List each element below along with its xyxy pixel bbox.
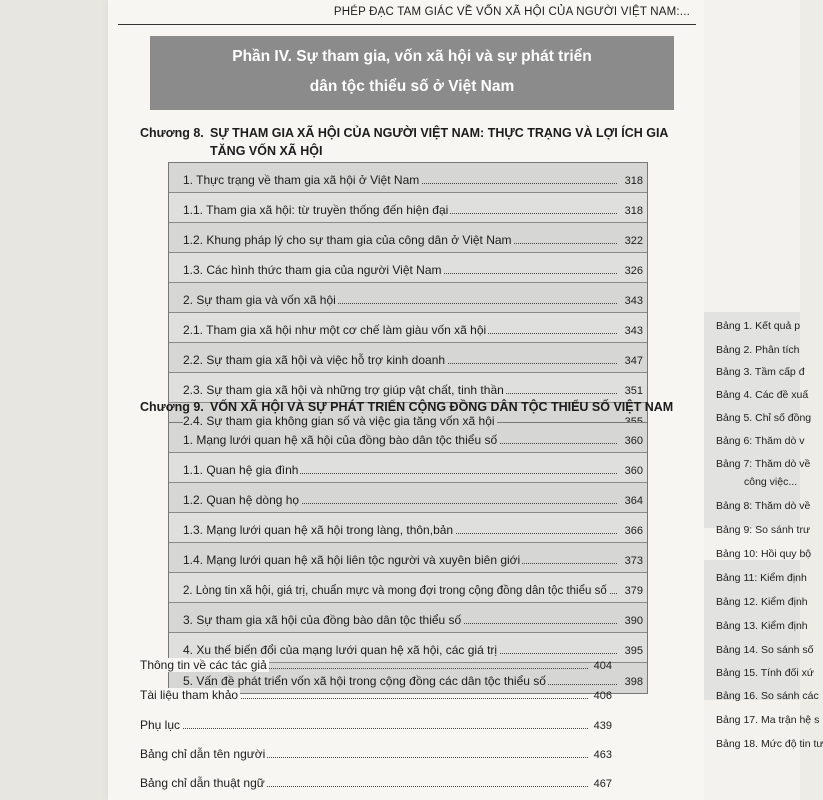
toc-entry[interactable]: 1.1. Quan hệ gia đình 360 (169, 453, 647, 483)
table-list-item: Bảng 11: Kiểm định (716, 572, 807, 584)
table-list-item: Bảng 10: Hồi quy bộ (716, 548, 812, 560)
table-list-item: Bảng 4. Các đề xuấ (716, 389, 809, 401)
table-list-item: Bảng 13. Kiểm định (716, 620, 808, 632)
chapter-title: SỰ THAM GIA XÃ HỘI CỦA NGƯỜI VIỆT NAM: THỰC TRẠNG VÀ LỢI ÍCH GIA TĂNG VỐN XÃ HỘI (210, 126, 668, 158)
table-list-item: Bảng 17. Ma trận hệ s (716, 714, 820, 726)
toc-entry[interactable]: 1.2. Khung pháp lý cho sự tham gia của công dân ở Việt Nam 322 (169, 223, 647, 253)
toc-entry[interactable]: 2. Lòng tin xã hội, giá trị, chuẩn mực và mong đợi trong cộng đồng dân tộc thiểu số 379 (169, 573, 647, 603)
header-rule (118, 24, 696, 25)
table-list-item: Bảng 16. So sánh các (716, 690, 819, 702)
toc-entry[interactable]: 1.1. Tham gia xã hội: từ truyền thống đến hiện đại 318 (169, 193, 647, 223)
toc-entry[interactable]: 2.3. Sự tham gia xã hội và những trợ giúp vật chất, tinh thần 351 (169, 373, 647, 403)
part-banner (150, 36, 674, 110)
table-list-item: Bảng 9: So sánh trư (716, 524, 811, 536)
toc-entry[interactable]: 5. Vấn đề phát triển vốn xã hội trong cộng đồng các dân tộc thiểu số 398 (169, 663, 647, 693)
table-list-item: Bảng 7: Thăm dò về (716, 458, 811, 470)
toc-page (108, 0, 704, 800)
running-header: PHÉP ĐẠC TAM GIÁC VỀ VỐN XÃ HỘI CỦA NGƯỜI VIỆT NAM:... (333, 6, 690, 18)
toc-entry[interactable]: 2.1. Tham gia xã hội như một cơ chế làm giàu vốn xã hội 343 (169, 313, 647, 343)
toc-entry[interactable]: 2.4. Sự tham gia không gian số và việc gia tăng vốn xã hội (169, 403, 647, 433)
toc-entry[interactable]: 2.2. Sự tham gia xã hội và việc hỗ trợ kinh doanh 347 (169, 343, 647, 373)
table-list-item: Bảng 15. Tính đối xứ (716, 667, 814, 679)
table-list-item: Bảng 18. Mức độ tin tư (716, 738, 823, 750)
table-list-item: Bảng 1. Kết quả p (716, 320, 801, 332)
chapter-title: VỐN XÃ HỘI VÀ SỰ PHÁT TRIỂN CỘNG ĐỒNG DÂN TỘC THIỂU SỐ VIỆT NAM (210, 400, 674, 414)
left-page-edge (0, 0, 108, 800)
toc-entry[interactable]: 1.3. Mạng lưới quan hệ xã hội trong làng, thôn,bản 366 (169, 513, 647, 543)
toc-back-matter-entry[interactable]: Bảng chỉ dẫn thuật ngữ 467 (140, 776, 612, 790)
toc-back-matter-entry[interactable]: Tài liệu tham khảo 406 (140, 688, 612, 702)
table-list-item: Bảng 6: Thăm dò v (716, 435, 805, 447)
table-list-item: Bảng 3. Tầm cấp đ (716, 366, 805, 378)
toc-entry[interactable]: 4. Xu thế biến đổi của mạng lưới quan hệ xã hội, các giá trị 395 (169, 633, 647, 663)
table-list-item: Bảng 14. So sánh số (716, 644, 814, 656)
toc-back-matter-entry[interactable]: Bảng chỉ dẫn tên người 463 (140, 747, 612, 761)
toc-entry[interactable]: 1.3. Các hình thức tham gia của người Việt Nam 326 (169, 253, 647, 283)
part-title-line2: dân tộc thiểu số ở Việt Nam (309, 78, 515, 95)
chapter-8-heading (140, 124, 700, 160)
toc-entry[interactable]: 2. Sự tham gia và vốn xã hội 343 (169, 283, 647, 313)
facing-page (704, 0, 823, 800)
toc-entry[interactable]: 3. Sự tham gia xã hội của đồng bào dân tộc thiểu số 390 (169, 603, 647, 633)
table-list-item: Bảng 12. Kiểm định (716, 596, 808, 608)
part-title-line1: Phần IV. Sự tham gia, vốn xã hội và sự phát triển (232, 48, 592, 65)
toc-back-matter-entry[interactable]: Thông tin về các tác giả 404 (140, 658, 612, 672)
table-list-item: Bảng 2. Phân tích (716, 344, 800, 356)
toc-back-matter-entry[interactable]: Phụ lục 439 (140, 718, 612, 732)
table-list-item: công việc... (744, 476, 798, 488)
table-list-item: Bảng 8: Thăm dò về (716, 500, 811, 512)
toc-entry[interactable]: 1.2. Quan hệ dòng họ 364 (169, 483, 647, 513)
toc-entry[interactable]: 1. Mạng lưới quan hệ xã hội của đồng bào dân tộc thiểu số 360 (169, 423, 647, 453)
chapter-number: Chương 8. (140, 126, 204, 140)
toc-entry[interactable]: 1. Thực trạng về tham gia xã hội ở Việt Nam 318 (169, 163, 647, 193)
chapter-8-entries (168, 162, 648, 434)
toc-entry[interactable]: 1.4. Mạng lưới quan hệ xã hội liên tộc người và xuyên biên giới 373 (169, 543, 647, 573)
chapter-number: Chương 9. (140, 400, 204, 414)
table-list-item: Bảng 5. Chỉ số đồng (716, 412, 812, 424)
